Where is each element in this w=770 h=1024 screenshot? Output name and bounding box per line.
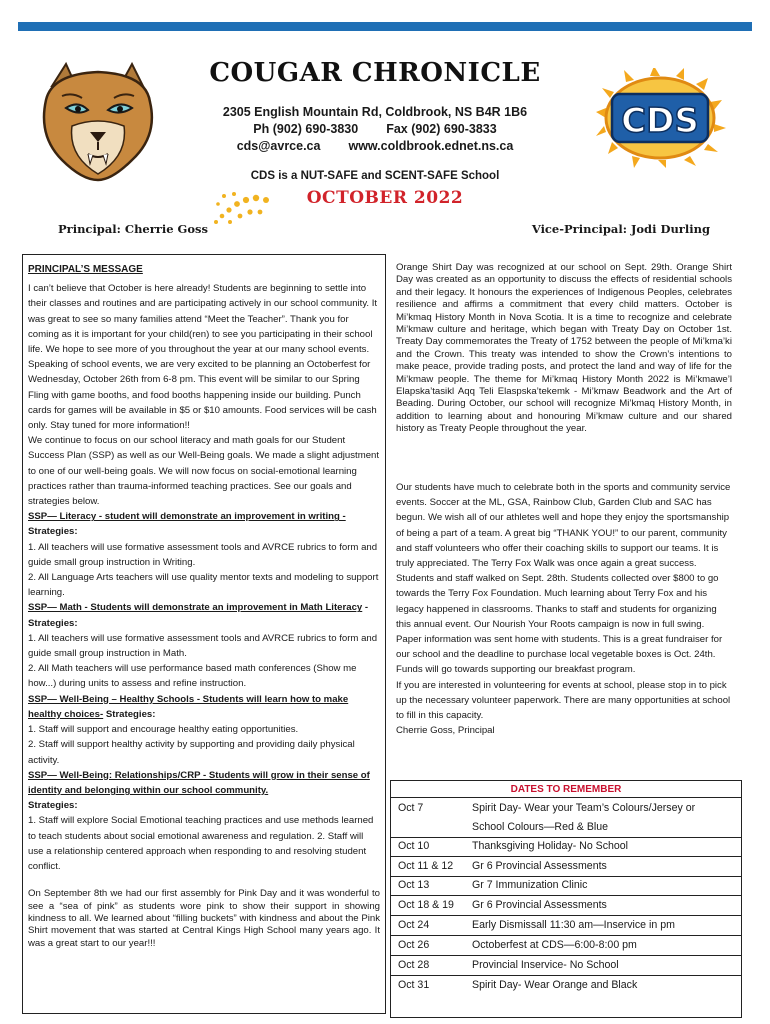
- date-row: [398, 879, 738, 891]
- date-row: [398, 979, 738, 991]
- literacy-strategy-2: 2. All Language Arts teachers will use quality mentor texts and modeling to support learning.: [28, 572, 379, 599]
- wellbeing-strategy-2: 2. Staff will support healthy activity by supporting and providing daily physical activity.: [28, 739, 355, 766]
- wellbeing-goal: SSP— Well-Being – Healthy Schools - Students will learn how to make healthy choices-: [28, 693, 349, 720]
- community-news: [396, 480, 732, 738]
- principal-name: Principal: Cherrie Goss: [58, 222, 208, 236]
- math-strategies-label: - Strategies:: [28, 602, 369, 629]
- date-row: [398, 939, 738, 951]
- date-row-divider: [390, 856, 742, 857]
- date-row: [398, 802, 738, 814]
- wellbeing-strategies-label: Strategies:: [103, 708, 156, 720]
- date-row: [398, 840, 738, 852]
- date-label: Oct 26: [398, 939, 430, 951]
- date-label: Oct 10: [398, 840, 430, 852]
- cds-logo-text: CDS: [621, 101, 699, 141]
- date-row-divider: [390, 895, 742, 896]
- message-paragraph-1: I can’t believe that October is here already! Students are beginning to settle into their classes and routines and are participating actively in our school community. It was great to see so many families attend “Meet the Teacher”. Thank you for coming as it is important for your child(ren) to see you participating in their school life. We hope to see more of you throughout the year at our many school events. Speaking of school events, we are very excited to be planning an Octoberfest for Wednesday, October 26th from 6-8 pm. This event will be similar to our Spring Fling with game booths, and food booths happening inside our building. Punch cards for games will be available in $5 or $10 amounts. Food services will be cash only. Stay tuned for more information!!: [28, 283, 378, 432]
- dates-title: DATES TO REMEMBER: [510, 784, 622, 795]
- math-goal: SSP— Math - Students will demonstrate an improvement in Math Literacy: [28, 602, 363, 614]
- literacy-strategies-label: Strategies:: [28, 526, 78, 538]
- date-label: Oct 31: [398, 979, 430, 991]
- top-banner-bar: [18, 22, 752, 31]
- date-row: [398, 959, 738, 971]
- date-event: Early Dismissall 11:30 am—Inservice in pm: [472, 919, 675, 931]
- date-event: School Colours—Red & Blue: [472, 821, 609, 833]
- volunteer-paragraph: If you are interested in volunteering for events at school, please stop in to pick up the necessary volunteer paperwork. There are many opportunities at school to fill in this capacity.: [396, 679, 731, 722]
- date-label: Oct 11 & 12: [398, 860, 454, 872]
- literacy-goal: SSP— Literacy - student will demonstrate an improvement in writing -: [28, 511, 346, 523]
- pink-day-paragraph: On September 8th we had our first assembly for Pink Day and it was wonderful to see a “sea of pink” as students wore pink to show their support in showing kindness to all. We learned about “filling buckets” with kindness and about the Pink Shirt movement that was started at Central Kings High School many years ago. It was a great start to our year!!!: [28, 888, 380, 949]
- phone-number: Ph (902) 690-3830: [253, 122, 359, 136]
- date-event: Provincial Inservice- No School: [472, 959, 619, 971]
- date-event: Gr 7 Immunization Clinic: [472, 879, 588, 891]
- dates-divider: [390, 797, 742, 798]
- orange-shirt-day-paragraph: Orange Shirt Day was recognized at our school on Sept. 29th. Orange Shirt Day was created as an opportunity to discuss the effects of residential schools and their legacy. It honours the experiences of Indigenous Peoples, celebrates resilience and affirms a commitment that every child matters. October is Mi’kmaq History Month in Nova Scotia. It is a time to recognize and celebrate Mi’kmaw culture and heritage, which began with Treaty Day on October 1st. Treaty Day commemorates the Treaty of 1752 between the people of Mi’kma’ki and the Crown. This treaty was intended to show the Crown’s intentions to make peace, provide trading posts, and protect the land and way of life for the Mi’kmaw people. The theme for Mi’kmaq History Month 2022 is Mi’kmawe’l Elapska’tasikl Aqq Teli Elaspska’tekemk - Mi’kmaw Beadwork and the Art of Beading. During October, our school will recognize Mi’kmaq History Month, in addition to learning about and honouring Mi’kmaw culture and our shared history as Treaty People throughout the year.: [396, 262, 732, 435]
- date-row-divider: [390, 915, 742, 916]
- date-event: Thanksgiving Holiday- No School: [472, 840, 629, 852]
- date-row: [398, 899, 738, 911]
- date-event: Spirit Day- Wear Orange and Black: [472, 979, 638, 991]
- crp-strategies: 1. Staff will explore Social Emotional teaching practices and use methods learned to teach students about social emotional awareness and regulation. 2. Staff will use a relationship centered approach when responding to and resolving student conflict.: [28, 815, 374, 872]
- date-event: Octoberfest at CDS—6:00-8:00 pm: [472, 939, 637, 951]
- cds-school-logo: [596, 68, 726, 168]
- fax-number: Fax (902) 690-3833: [386, 122, 497, 136]
- date-event: Spirit Day- Wear your Team’s Colours/Jersey or: [472, 802, 696, 814]
- date-row-divider: [390, 837, 742, 838]
- wellbeing-strategy-1: 1. Staff will support and encourage healthy eating opportunities.: [28, 724, 299, 736]
- website-link[interactable]: www.coldbrook.ednet.ns.ca: [348, 139, 514, 153]
- principal-message-heading: PRINCIPAL’S MESSAGE: [28, 264, 143, 275]
- date-row: [398, 860, 738, 872]
- math-strategy-2: 2. All Math teachers will use performance based math conferences (Show me how...) during units to assess and refine instruction.: [28, 663, 357, 690]
- date-label: Oct 7: [398, 802, 424, 814]
- date-label: [398, 821, 472, 833]
- crp-goal: SSP— Well-Being: Relationships/CRP - Students will grow in their sense of identity and belonging within our school community.: [28, 769, 370, 796]
- date-row-divider: [390, 955, 742, 956]
- crp-strategies-label: Strategies:: [28, 800, 78, 812]
- literacy-strategy-1: 1. All teachers will use formative assessment tools and AVRCE rubrics to form and guide small group instruction in Writing.: [28, 541, 378, 568]
- email-address[interactable]: cds@avrce.ca: [236, 139, 321, 153]
- date-label: Oct 24: [398, 919, 430, 931]
- date-event: Gr 6 Provincial Assessments: [472, 860, 607, 872]
- date-row-divider: [390, 935, 742, 936]
- principal-signature: Cherrie Goss, Principal: [396, 725, 495, 737]
- school-address: 2305 English Mountain Rd, Coldbrook, NS B4R 1B6: [222, 105, 528, 119]
- message-paragraph-2: We continue to focus on our school literacy and math goals for our Student Success Plan (SSP) as well as our Well-Being goals. We made a slight adjustment to one of our well-being goals. We will now focus on social-emotional learning practices rather than trauma-informed teaching practices. See our goals and strategies below.: [28, 435, 380, 508]
- date-row: [398, 919, 738, 931]
- cougar-mascot-logo: [32, 56, 164, 184]
- principal-message: [28, 262, 380, 950]
- school-contact-block: [190, 104, 560, 155]
- safe-school-note: CDS is a NUT-SAFE and SCENT-SAFE School: [250, 170, 500, 182]
- vice-principal-name: Vice-Principal: Jodi Durling: [531, 222, 710, 236]
- sports-paragraph: Our students have much to celebrate both in the sports and community service events. Soccer at the ML, GSA, Rainbow Club, Garden Club and SAC has begun. We wish all of our athletes well and hope they enjoy the sportsmanship of being a part of a team. A great big “THANK YOU!” to our parent, community and staff volunteers who offer their coaching skills to support our teams. It is truly appreciated. The Terry Fox Walk was once again a great success. Students and staff walked on Sept. 28th. Students collected over $800 to go towards the Terry Fox Foundation. Much learning about Terry Fox and his legacy happened in classrooms. Thanks to staff and students for organizing this annual event. Our Nourish Your Roots campaign is now in full swing. Paper information was sent home with students. This is a great fundraiser for our school and the deadline to purchase local vegetable boxes is Oct. 24th. Funds will go towards supporting our breakfast program.: [396, 482, 731, 676]
- date-row: [398, 821, 738, 833]
- date-row-divider: [390, 975, 742, 976]
- date-label: Oct 13: [398, 879, 430, 891]
- math-strategy-1: 1. All teachers will use formative assessment tools and AVRCE rubrics to form and guide small group instruction in Math.: [28, 632, 378, 660]
- date-label: Oct 18 & 19: [398, 899, 454, 911]
- date-row-divider: [390, 876, 742, 877]
- issue-month: OCTOBER 2022: [306, 188, 464, 208]
- date-label: Oct 28: [398, 959, 430, 971]
- date-event: Gr 6 Provincial Assessments: [472, 899, 607, 911]
- newsletter-title: COUGAR CHRONICLE: [209, 58, 541, 88]
